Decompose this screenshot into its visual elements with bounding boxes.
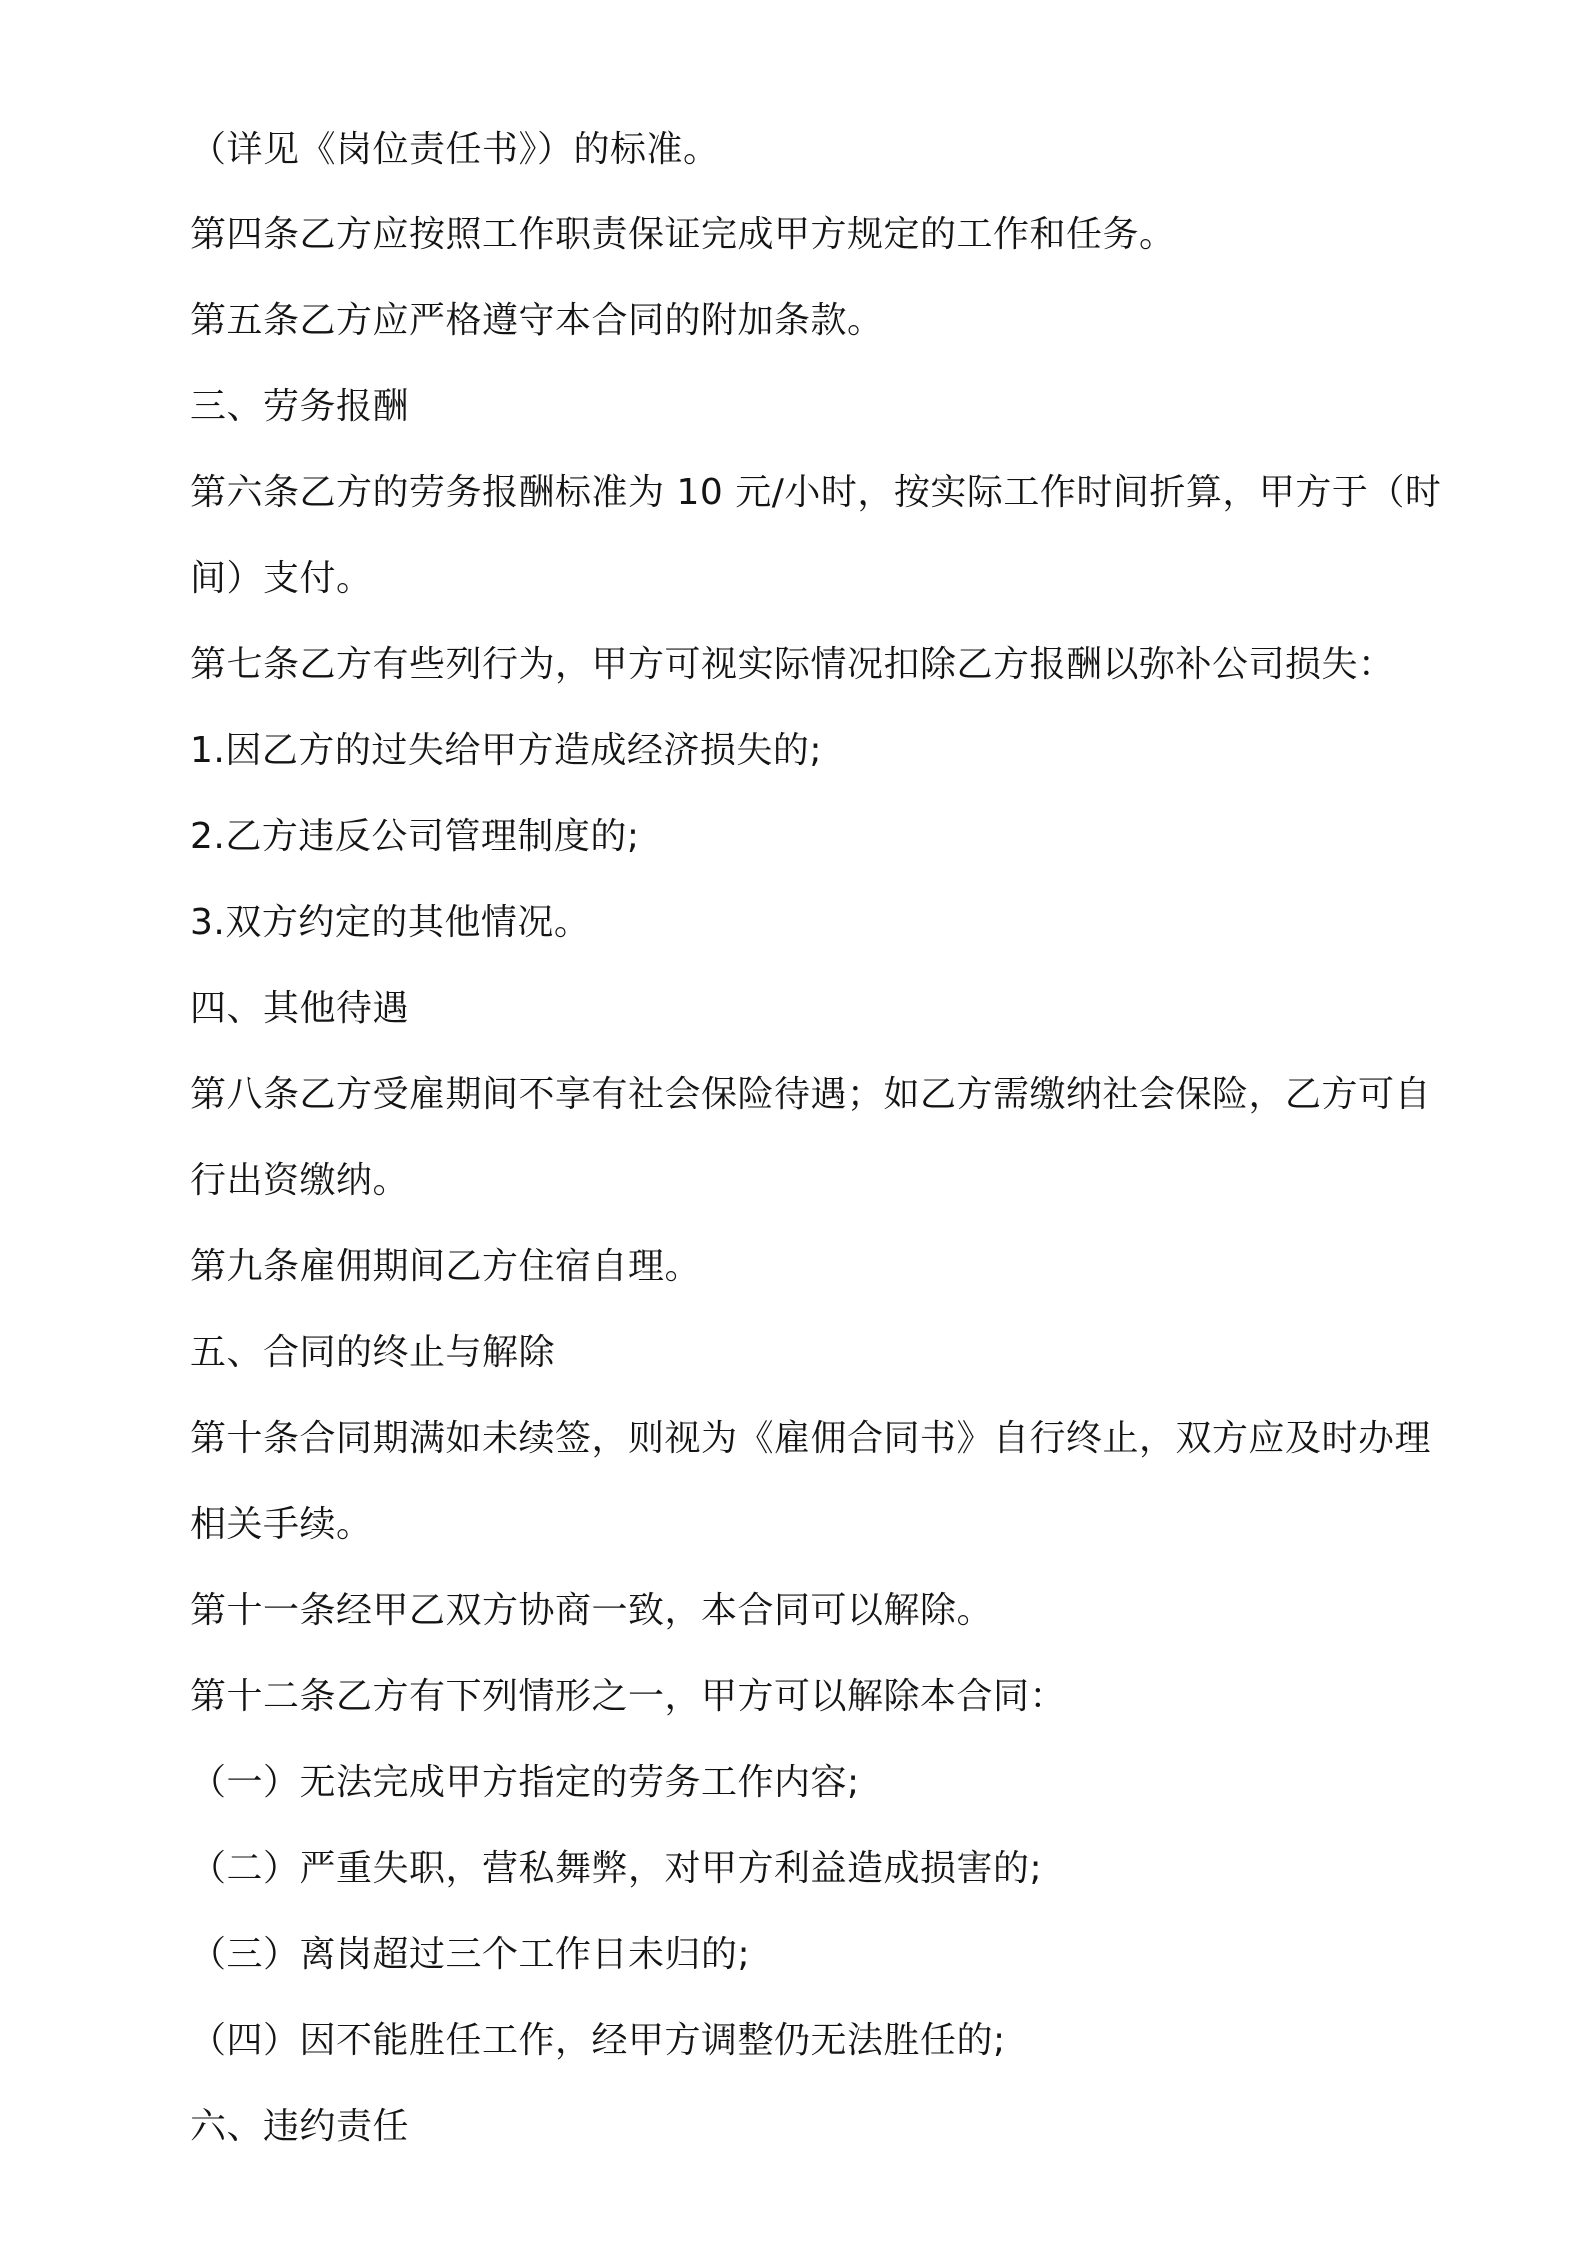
text-line-2: 第四条乙方应按照工作职责保证完成甲方规定的工作和任务。 xyxy=(190,214,1176,255)
text-line-6: 间）支付。 xyxy=(190,558,373,599)
text-line-19: 第十二条乙方有下列情形之一，甲方可以解除本合同： xyxy=(190,1676,1067,1717)
text-line-3: 第五条乙方应严格遵守本合同的附加条款。 xyxy=(190,300,884,341)
clause-item-2: （二）严重失职，营私舞弊，对甲方利益造成损害的; xyxy=(190,1848,1043,1889)
section-heading-3: 三、劳务报酬 xyxy=(190,386,410,427)
list-item-3: 3.双方约定的其他情况。 xyxy=(190,902,591,943)
text-line-14: 第九条雇佣期间乙方住宿自理。 xyxy=(190,1246,702,1287)
text-line-13: 行出资缴纳。 xyxy=(190,1160,410,1201)
text-line-5: 第六条乙方的劳务报酬标准为 10 元/小时，按实际工作时间折算，甲方于（时 xyxy=(190,472,1442,513)
text-line-12: 第八条乙方受雇期间不享有社会保险待遇；如乙方需缴纳社会保险，乙方可自 xyxy=(190,1074,1432,1115)
clause-item-1: （一）无法完成甲方指定的劳务工作内容; xyxy=(190,1762,860,1803)
text-line-17: 相关手续。 xyxy=(190,1504,373,1545)
section-heading-5: 五、合同的终止与解除 xyxy=(190,1332,556,1373)
list-item-1: 1.因乙方的过失给甲方造成经济损失的; xyxy=(190,730,822,771)
list-item-2: 2.乙方违反公司管理制度的; xyxy=(190,816,640,857)
section-heading-6: 六、违约责任 xyxy=(190,2106,410,2147)
clause-item-4: （四）因不能胜任工作，经甲方调整仍无法胜任的; xyxy=(190,2020,1006,2061)
text-line-1: （详见《岗位责任书》）的标准。 xyxy=(190,129,720,170)
text-line-16: 第十条合同期满如未续签，则视为《雇佣合同书》自行终止，双方应及时办理 xyxy=(190,1418,1432,1459)
text-line-7: 第七条乙方有些列行为，甲方可视实际情况扣除乙方报酬以弥补公司损失： xyxy=(190,644,1395,685)
text-line-18: 第十一条经甲乙双方协商一致，本合同可以解除。 xyxy=(190,1590,994,1631)
section-heading-4: 四、其他待遇 xyxy=(190,988,410,1029)
clause-item-3: （三）离岗超过三个工作日未归的; xyxy=(190,1934,751,1975)
